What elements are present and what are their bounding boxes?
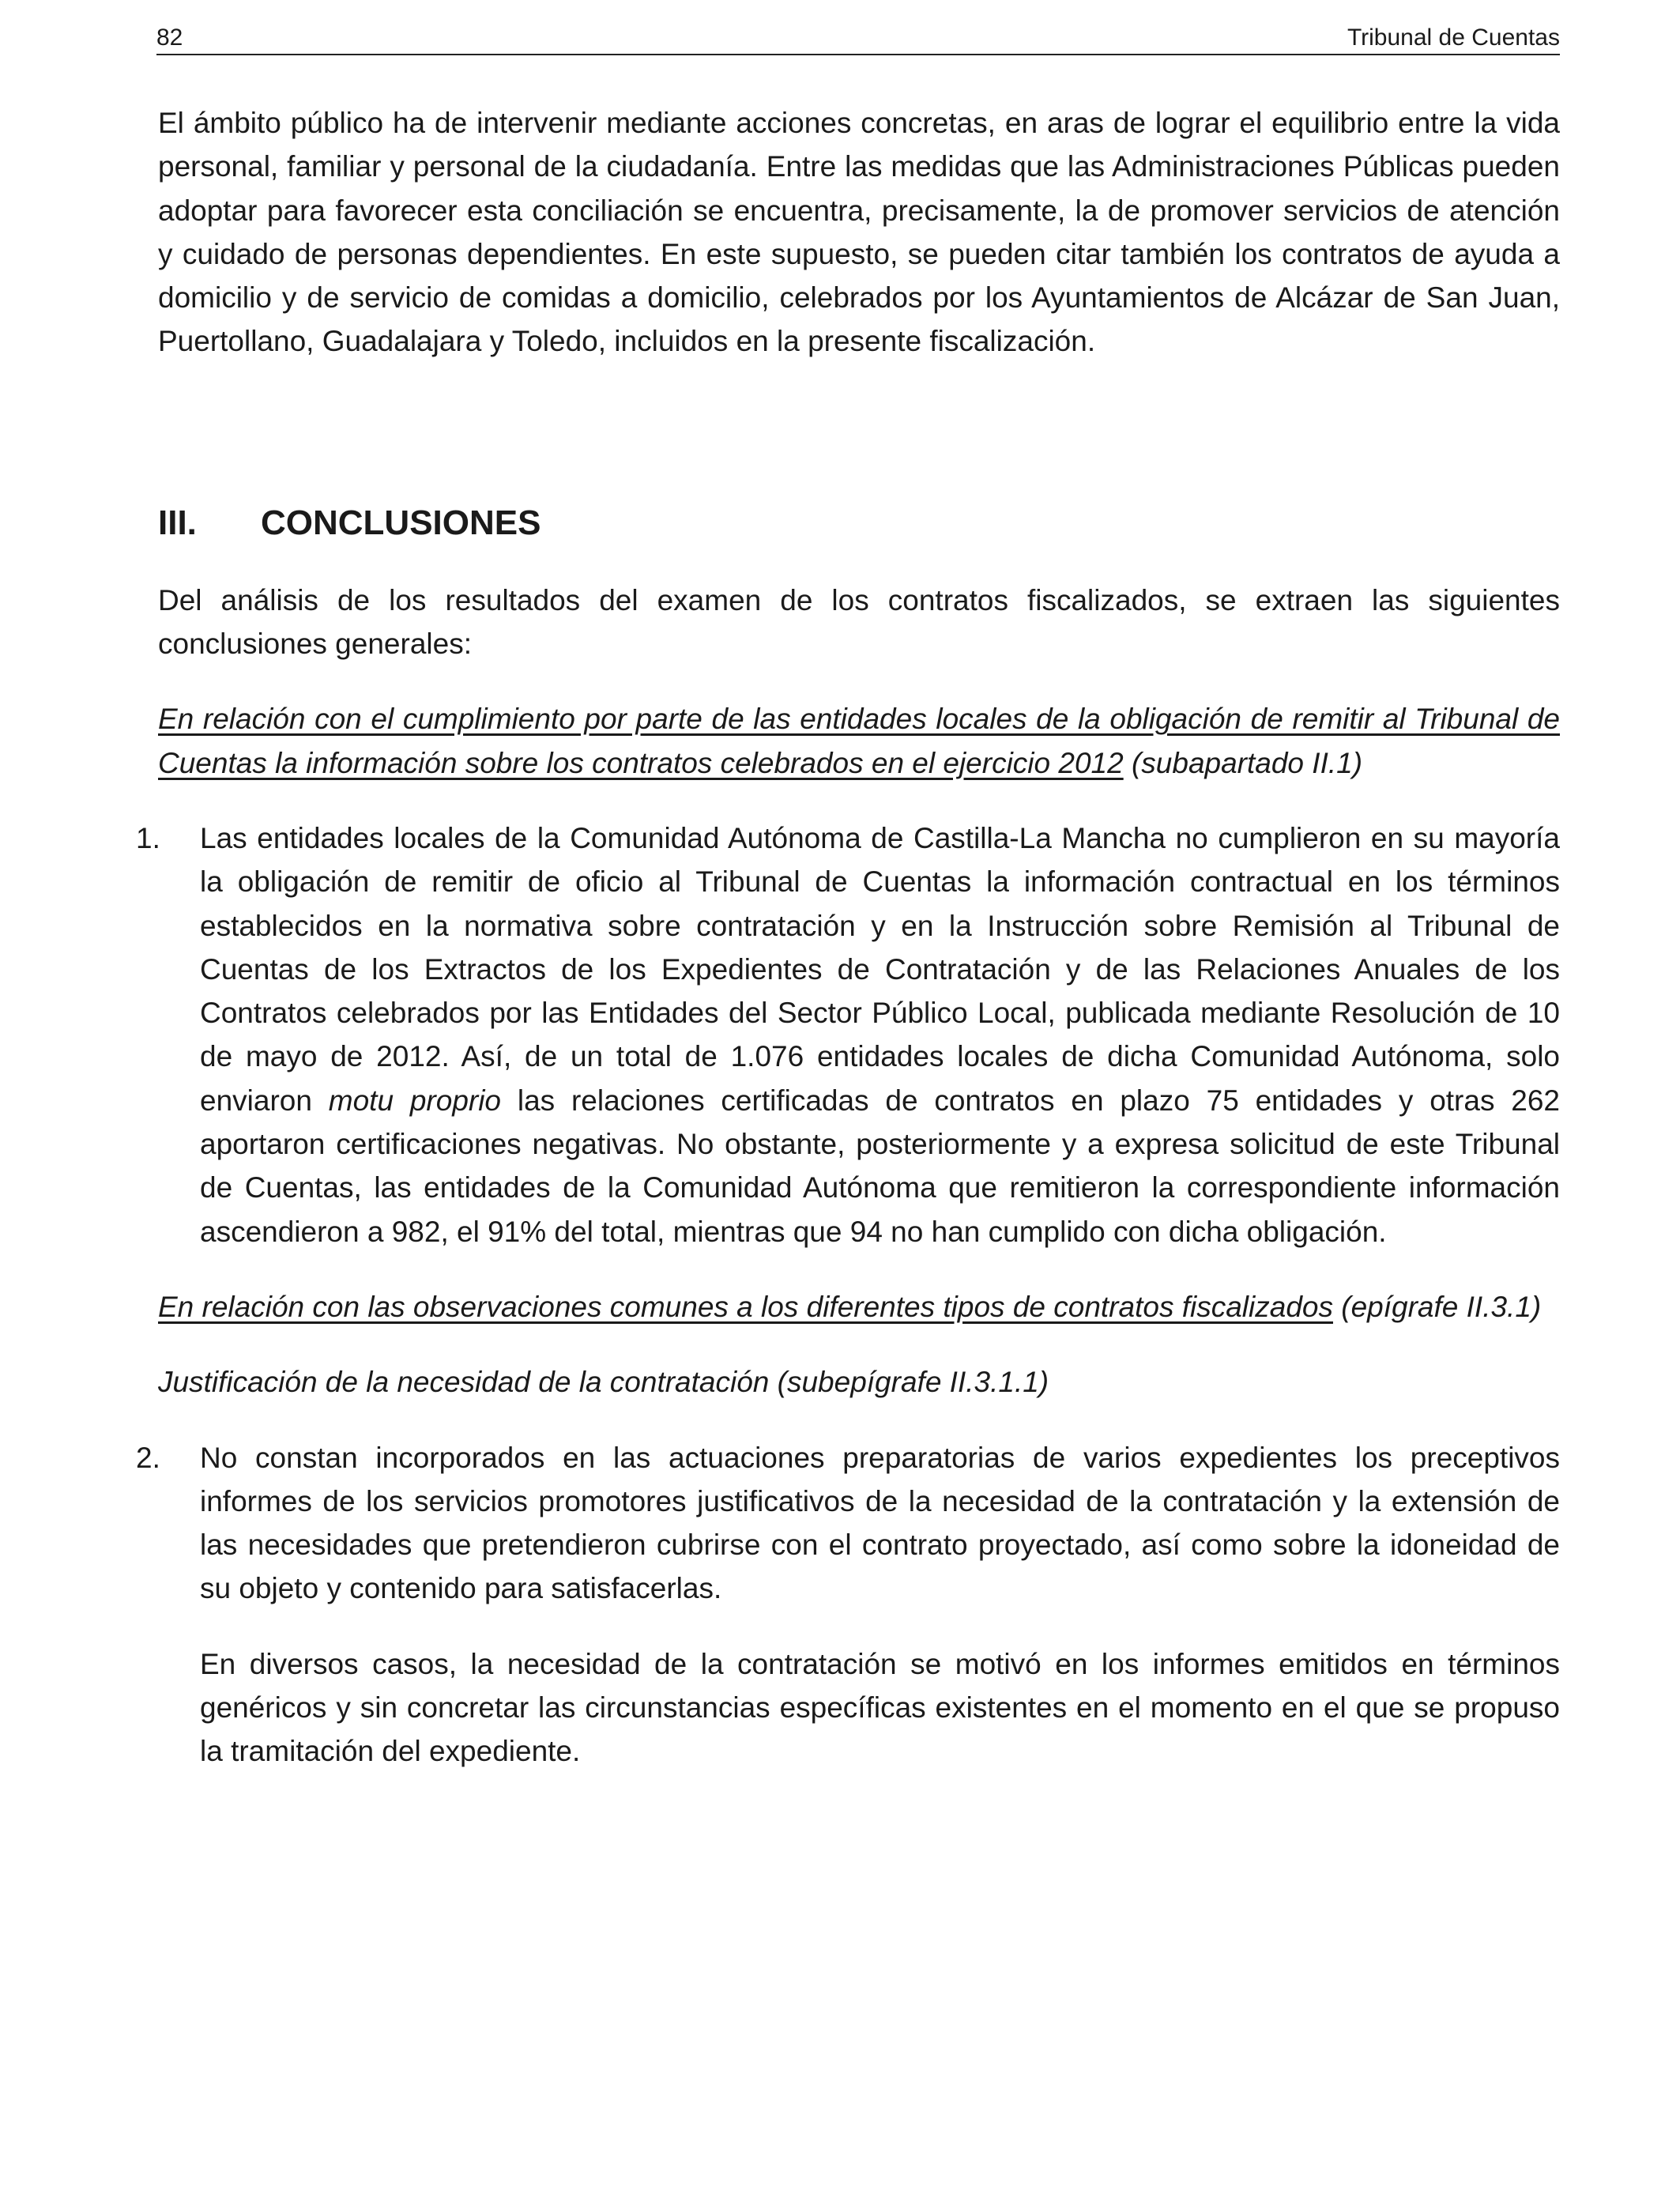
section-title: CONCLUSIONES bbox=[261, 503, 541, 542]
page-number: 82 bbox=[156, 25, 183, 51]
item-1-text-after: las relaciones certificadas de contratos en plazo 75 entidades y otras 262 aportaron certificaciones negativas. No obstante, posteriormente y a expresa solicitud de este Tribunal de Cuentas, las entidades de la Comunidad Autónoma que remitieron la correspondiente información ascendieron a 982, el 91% del total, mientras que 94 no han cumplido con dicha obligación. bbox=[200, 1084, 1560, 1248]
conclusion-item-2 bbox=[136, 1436, 1560, 1611]
subsection-heading-3: Justificación de la necesidad de la contratación (subepígrafe II.3.1.1) bbox=[158, 1366, 1049, 1399]
conclusion-item-2-continuation: En diversos casos, la necesidad de la contratación se motivó en los informes emitidos en términos genéricos y sin concretar las circunstancias específicas existentes en el momento en el que se propuso la tramitación del expediente. bbox=[200, 1647, 1560, 1768]
document-body bbox=[136, 101, 1560, 1774]
lead-paragraph: Del análisis de los resultados del examen de los contratos fiscalizados, se extraen las siguientes conclusiones generales: bbox=[158, 583, 1560, 661]
item-1-text-before: Las entidades locales de la Comunidad Autónoma de Castilla-La Mancha no cumplieron en su mayoría la obligación de remitir de oficio al Tribunal de Cuentas la información contractual en los términos establecidos en la normativa sobre contratación y en la Instrucción sobre Remisión al Tribunal de Cuentas de los Extractos de los Expedientes de Contratación y de las Relaciones Anuales de los Contratos celebrados por las Entidades del Sector Público Local, publicada mediante Resolución de 10 de mayo de 2012. Así, de un total de 1.076 entidades locales de dicha Comunidad Autónoma, solo enviaron bbox=[200, 821, 1560, 1117]
section-number: III. bbox=[158, 503, 197, 542]
item-number: 2. bbox=[136, 1441, 160, 1474]
conclusion-item-2-text: No constan incorporados en las actuaciones preparatorias de varios expedientes los preceptivos informes de los servicios promotores justificativos de la necesidad de la contratación y la extensión de las necesidades que pretendieron cubrirse con el contrato proyectado, así como sobre la idoneidad de su objeto y contenido para satisfacerlas. bbox=[200, 1441, 1560, 1605]
subsection-heading-1 bbox=[158, 697, 1560, 785]
subsection-heading-1-suffix: (subapartado II.1) bbox=[1131, 746, 1363, 779]
item-number: 1. bbox=[136, 821, 160, 854]
page-header bbox=[156, 22, 1560, 55]
subsection-heading-2 bbox=[158, 1285, 1560, 1329]
conclusion-item-1-text bbox=[200, 816, 1560, 1253]
subsection-heading-1-underlined: En relación con el cumplimiento por parte de las entidades locales de la obligación de remitir al Tribunal de Cuentas la información sobre los contratos celebrados en el ejercicio 2012 bbox=[158, 703, 1560, 779]
subsection-heading-2-suffix: (epígrafe II.3.1) bbox=[1341, 1290, 1542, 1323]
running-title: Tribunal de Cuentas bbox=[1347, 25, 1560, 51]
subsection-heading-2-underlined: En relación con las observaciones comunes a los diferentes tipos de contratos fiscalizados bbox=[158, 1290, 1333, 1323]
section-heading bbox=[158, 499, 1560, 547]
conclusion-item-1 bbox=[136, 816, 1560, 1253]
intro-paragraph: El ámbito público ha de intervenir mediante acciones concretas, en aras de lograr el equilibrio entre la vida personal, familiar y personal de la ciudadanía. Entre las medidas que las Administraciones Públicas pueden adoptar para favorecer esta conciliación se encuentra, precisamente, la de promover servicios de atención y cuidado de personas dependientes. En este supuesto, se pueden citar también los contratos de ayuda a domicilio y de servicio de comidas a domicilio, celebrados por los Ayuntamientos de Alcázar de San Juan, Puertollano, Guadalajara y Toledo, incluidos en la presente fiscalización. bbox=[158, 107, 1560, 358]
item-1-text-italic: motu proprio bbox=[328, 1084, 502, 1117]
